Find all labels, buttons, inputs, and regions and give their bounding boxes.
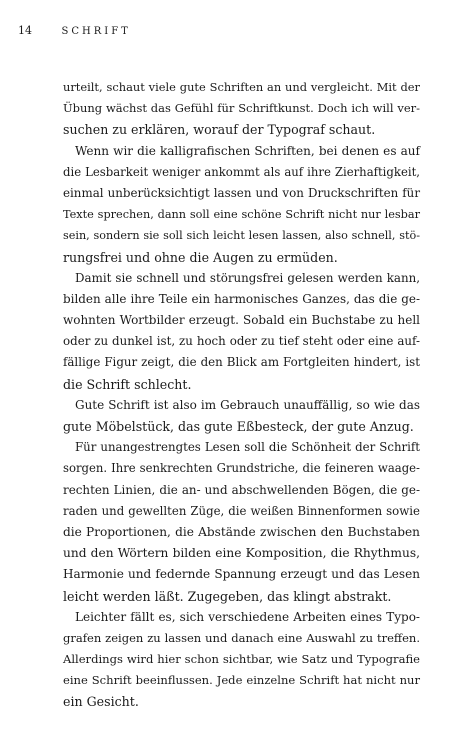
page-number: 14 (18, 24, 32, 37)
text-line: sorgen. Ihre senkrechten Grundstriche, die feineren waage- (63, 461, 420, 476)
text-line: und den Wörtern bilden eine Komposition, die Rhythmus, (63, 546, 420, 561)
text-line: Gute Schrift ist also im Gebrauch unauffällig, so wie das (75, 397, 420, 412)
text-line: leicht werden läßt. Zugegeben, das klingt abstrakt. (63, 588, 392, 604)
text-line: suchen zu erklären, worauf der Typograf schaut. (63, 122, 376, 138)
body-text (63, 77, 420, 713)
text-line: einmal unberücksichtigt lassen und von Druckschriften für (63, 185, 420, 200)
text-line: Für unangestrengtes Lesen soll die Schönheit der Schrift (75, 440, 420, 455)
text-line: Leichter fällt es, sich verschiedene Arbeiten eines Typo- (75, 609, 420, 624)
text-line: bilden alle ihre Teile ein harmonisches Ganzes, das die ge- (63, 291, 420, 306)
text-line: Harmonie und federnde Spannung erzeugt und das Lesen (63, 567, 420, 582)
text-line: ein Gesicht. (63, 694, 139, 710)
text-line: urteilt, schaut viele gute Schriften an und vergleicht. Mit der (63, 80, 420, 94)
text-line: raden und gewellten Züge, die weißen Binnenformen sowie (63, 503, 420, 518)
text-line: gute Möbelstück, das gute Eßbesteck, der gute Anzug. (63, 419, 414, 434)
text-line: sein, sondern sie soll sich leicht lesen lassen, also schnell, stö- (63, 229, 420, 243)
text-line: fällige Figur zeigt, die den Blick am Fortgleiten hindert, ist (63, 355, 420, 370)
text-line: die Proportionen, die Abstände zwischen den Buchstaben (63, 524, 420, 539)
text-line: rungsfrei und ohne die Augen zu ermüden. (63, 249, 338, 265)
text-line: wohnten Wortbilder erzeugt. Sobald ein Buchstabe zu hell (63, 313, 420, 328)
text-line: die Schrift schlecht. (63, 376, 192, 392)
text-line: die Lesbarkeit weniger ankommt als auf ihre Zierhaftigkeit, (63, 164, 420, 179)
text-line: Übung wächst das Gefühl für Schriftkunst. Doch ich will ver- (63, 101, 420, 116)
text-line: rechten Linien, die an- und abschwellenden Bögen, die ge- (63, 482, 420, 497)
running-head (18, 24, 131, 39)
text-line: Allerdings wird hier schon sichtbar, wie Satz und Typografie (63, 652, 420, 667)
text-line: grafen zeigen zu lassen und danach eine Auswahl zu treffen. (63, 630, 420, 645)
text-line: eine Schrift beeinflussen. Jede einzelne Schrift hat nicht nur (63, 673, 420, 688)
text-line: Texte sprechen, dann soll eine schöne Schrift nicht nur lesbar (63, 208, 420, 222)
section-title: SCHRIFT (61, 26, 131, 37)
text-line: oder zu dunkel ist, zu hoch oder zu tief steht oder eine auf- (63, 334, 420, 349)
text-line: Damit sie schnell und störungsfrei gelesen werden kann, (75, 270, 420, 285)
text-line: Wenn wir die kalligrafischen Schriften, bei denen es auf (75, 143, 420, 158)
